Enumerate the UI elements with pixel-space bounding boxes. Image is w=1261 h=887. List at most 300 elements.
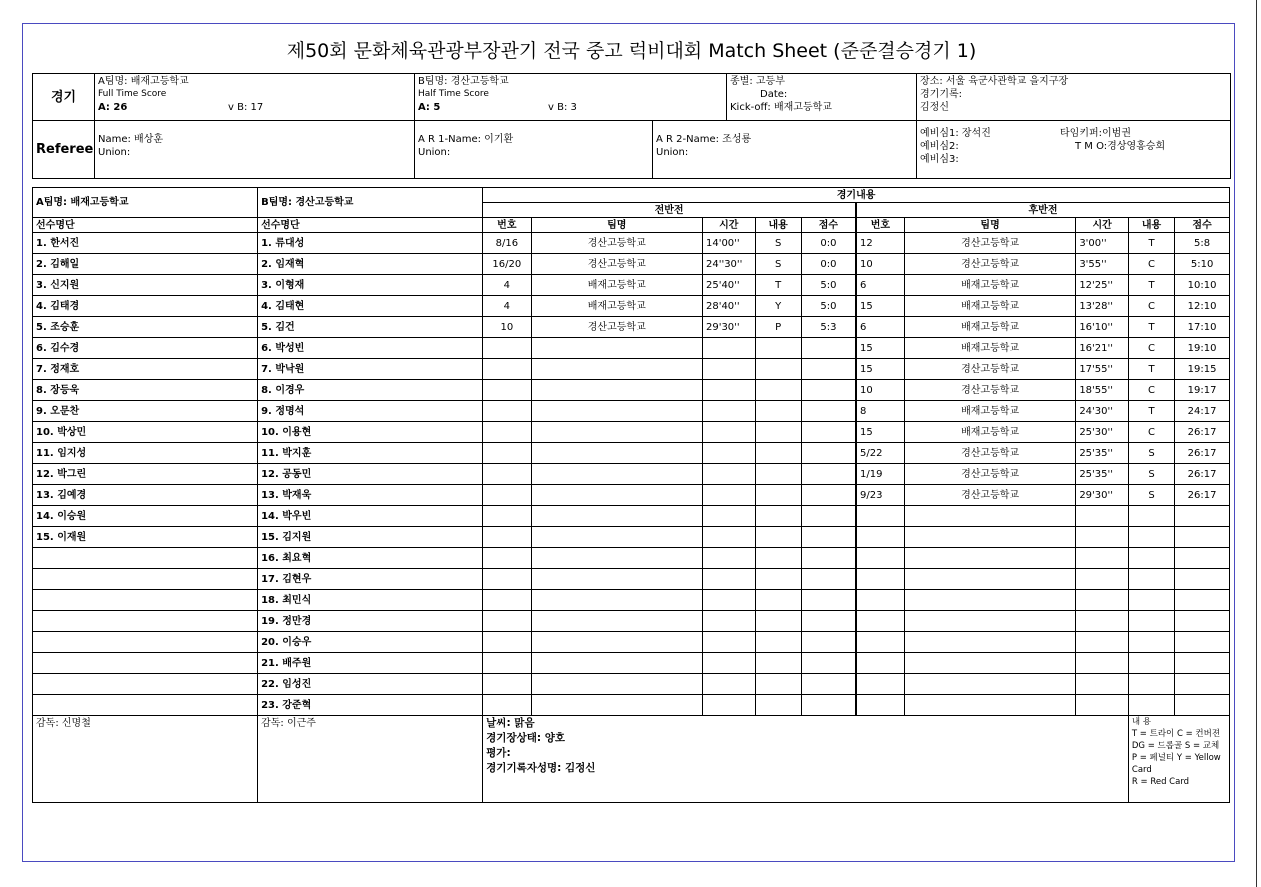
first-half-score (801, 632, 856, 653)
first-half-score (801, 674, 856, 695)
second-half-score: 17:10 (1175, 317, 1230, 338)
first-half-time: 25'40'' (702, 275, 755, 296)
first-half-team: 경산고등학교 (531, 233, 702, 254)
second-half-time: 16'21'' (1076, 338, 1129, 359)
first-half-time (702, 485, 755, 506)
second-half-content: T (1128, 359, 1174, 380)
first-half-content (755, 548, 801, 569)
first-half-number (483, 590, 531, 611)
first-half-number: 10 (483, 317, 531, 338)
first-half-time (702, 506, 755, 527)
first-half-time (702, 632, 755, 653)
evaluation: 평가: (486, 747, 511, 759)
player-a: 15. 이재원 (33, 527, 258, 548)
coach-a: 감독: 신명철 (33, 716, 258, 803)
col-team-2: 팀명 (904, 218, 1075, 233)
second-half-content (1128, 590, 1174, 611)
first-half-content: S (755, 233, 801, 254)
full-time-score (98, 101, 411, 114)
col-number-2: 번호 (856, 218, 904, 233)
first-half-content (755, 653, 801, 674)
first-half-content (755, 527, 801, 548)
venue: 장소: 서울 육군사관학교 을지구장 (920, 76, 1069, 87)
second-half-number (856, 653, 904, 674)
table-row (33, 674, 1230, 695)
player-b: 19. 정만경 (258, 611, 483, 632)
legend-line-4: R = Red Card (1131, 777, 1190, 787)
col-content-2: 내용 (1128, 218, 1174, 233)
second-half-score (1175, 569, 1230, 590)
first-half-number (483, 401, 531, 422)
first-half-number (483, 464, 531, 485)
player-b: 9. 정명석 (258, 401, 483, 422)
table-row (33, 422, 1230, 443)
venue-cell (917, 74, 1231, 121)
second-half-score (1175, 653, 1230, 674)
first-half-content (755, 485, 801, 506)
first-half-team (531, 695, 702, 716)
player-b: 5. 김건 (258, 317, 483, 338)
player-b: 22. 임성진 (258, 674, 483, 695)
second-half-team: 배재고등학교 (904, 401, 1075, 422)
second-half-number (856, 632, 904, 653)
first-half-score (801, 695, 856, 716)
first-half-number (483, 338, 531, 359)
first-half-score (801, 653, 856, 674)
second-half-time (1076, 653, 1129, 674)
second-half-score (1175, 590, 1230, 611)
second-half-content: C (1128, 422, 1174, 443)
player-a: 5. 조승훈 (33, 317, 258, 338)
date-label: Date: (760, 89, 788, 100)
first-half-team (531, 464, 702, 485)
second-half-team: 배재고등학교 (904, 422, 1075, 443)
second-half-time (1076, 590, 1129, 611)
first-half-number (483, 548, 531, 569)
second-half-number (856, 506, 904, 527)
second-half-number (856, 674, 904, 695)
second-half-team: 배재고등학교 (904, 275, 1075, 296)
second-half-score: 24:17 (1175, 401, 1230, 422)
second-half-team (904, 611, 1075, 632)
second-half-team: 배재고등학교 (904, 317, 1075, 338)
second-half-score: 26:17 (1175, 464, 1230, 485)
ar2-union: Union: (656, 147, 689, 158)
first-half-score (801, 380, 856, 401)
legend-cell (1128, 716, 1229, 803)
col-team-1: 팀명 (531, 218, 702, 233)
second-half-team (904, 527, 1075, 548)
first-half-label: 전반전 (483, 203, 856, 218)
second-half-number: 5/22 (856, 443, 904, 464)
second-half-time: 18'55'' (1076, 380, 1129, 401)
second-half-number: 15 (856, 338, 904, 359)
first-half-score (801, 569, 856, 590)
second-half-content (1128, 695, 1174, 716)
player-b: 6. 박성빈 (258, 338, 483, 359)
first-half-score: 5:0 (801, 296, 856, 317)
second-half-time: 25'30'' (1076, 422, 1129, 443)
table-row (33, 653, 1230, 674)
player-b: 7. 박낙원 (258, 359, 483, 380)
second-half-score: 19:17 (1175, 380, 1230, 401)
first-half-team: 배재고등학교 (531, 275, 702, 296)
window-edge (1256, 0, 1257, 887)
reserve-cell (917, 121, 1231, 179)
second-half-time (1076, 548, 1129, 569)
second-half-score (1175, 506, 1230, 527)
ar2-cell (653, 121, 917, 179)
team-a-name: A팀명: 배재고등학교 (98, 76, 189, 87)
player-a: 2. 김해일 (33, 254, 258, 275)
table-row (33, 338, 1230, 359)
first-half-score: 0:0 (801, 254, 856, 275)
second-half-content: C (1128, 380, 1174, 401)
second-half-content: T (1128, 275, 1174, 296)
second-half-time: 3'00'' (1076, 233, 1129, 254)
player-a (33, 548, 258, 569)
second-half-score: 10:10 (1175, 275, 1230, 296)
player-a (33, 632, 258, 653)
first-half-time (702, 611, 755, 632)
reserve2: 예비심2: (920, 141, 959, 152)
first-half-content (755, 632, 801, 653)
second-half-number: 15 (856, 296, 904, 317)
second-half-content: T (1128, 317, 1174, 338)
first-half-score (801, 590, 856, 611)
half-time-a: A: 5 (418, 102, 441, 113)
first-half-time (702, 380, 755, 401)
player-b: 8. 이경우 (258, 380, 483, 401)
first-half-number (483, 611, 531, 632)
first-half-time (702, 443, 755, 464)
first-half-time (702, 674, 755, 695)
table-row (33, 401, 1230, 422)
first-half-time (702, 359, 755, 380)
player-b: 15. 김지원 (258, 527, 483, 548)
second-half-score (1175, 674, 1230, 695)
team-b-score-cell (415, 74, 727, 121)
first-half-content (755, 464, 801, 485)
category-cell (727, 74, 917, 121)
first-half-content (755, 695, 801, 716)
referee-union: Union: (98, 147, 131, 158)
ar1-name: A R 1-Name: 이기환 (418, 134, 514, 145)
col-content-1: 내용 (755, 218, 801, 233)
first-half-time (702, 569, 755, 590)
second-half-time: 25'35'' (1076, 464, 1129, 485)
second-half-team: 배재고등학교 (904, 338, 1075, 359)
player-a (33, 611, 258, 632)
referee-label: Referee (33, 121, 95, 179)
first-half-content (755, 611, 801, 632)
second-half-score: 12:10 (1175, 296, 1230, 317)
first-half-team (531, 527, 702, 548)
second-half-number (856, 695, 904, 716)
second-half-number: 8 (856, 401, 904, 422)
second-half-content: S (1128, 443, 1174, 464)
second-half-score: 5:10 (1175, 254, 1230, 275)
first-half-score (801, 485, 856, 506)
first-half-team (531, 380, 702, 401)
col-score-1: 점수 (801, 218, 856, 233)
player-a (33, 653, 258, 674)
recorder-sign: 경기기록자성명: 김정신 (486, 762, 596, 774)
second-half-score: 26:17 (1175, 443, 1230, 464)
table-row (33, 443, 1230, 464)
table-row (33, 548, 1230, 569)
first-half-team (531, 590, 702, 611)
second-half-content (1128, 527, 1174, 548)
roster-label-a: 선수명단 (33, 218, 258, 233)
table-row (33, 485, 1230, 506)
reserve-row-2 (920, 140, 1227, 153)
first-half-score (801, 401, 856, 422)
first-half-team (531, 569, 702, 590)
second-half-number (856, 548, 904, 569)
table-row (33, 632, 1230, 653)
player-a (33, 590, 258, 611)
second-half-time (1076, 695, 1129, 716)
player-b: 21. 배주원 (258, 653, 483, 674)
first-half-score (801, 359, 856, 380)
first-half-number: 4 (483, 296, 531, 317)
full-time-a: A: 26 (98, 102, 128, 113)
first-half-number (483, 674, 531, 695)
legend-line-3: P = 페널티 Y = Yellow Card (1131, 753, 1221, 775)
second-half-content: C (1128, 254, 1174, 275)
first-half-time: 29'30'' (702, 317, 755, 338)
first-half-team (531, 422, 702, 443)
half-time-score (418, 101, 723, 114)
col-time-1: 시간 (702, 218, 755, 233)
second-half-number: 10 (856, 254, 904, 275)
team-a-header: A팀명: 배재고등학교 (33, 188, 258, 218)
second-half-content: C (1128, 296, 1174, 317)
second-half-content (1128, 569, 1174, 590)
first-half-team (531, 632, 702, 653)
first-half-time (702, 653, 755, 674)
reserve-row-1 (920, 127, 1227, 140)
second-half-score: 26:17 (1175, 422, 1230, 443)
first-half-content (755, 338, 801, 359)
kickoff: Kick-off: 배재고등학교 (730, 102, 832, 113)
first-half-score (801, 506, 856, 527)
first-half-score (801, 422, 856, 443)
first-half-content (755, 422, 801, 443)
second-half-label: 후반전 (856, 203, 1230, 218)
first-half-content (755, 443, 801, 464)
first-half-number: 8/16 (483, 233, 531, 254)
second-half-team: 경산고등학교 (904, 233, 1075, 254)
col-score-2: 점수 (1175, 218, 1230, 233)
second-half-time: 3'55'' (1076, 254, 1129, 275)
player-b: 12. 공동민 (258, 464, 483, 485)
timekeeper: 타임키퍼:이범권 (1060, 128, 1131, 139)
second-half-number: 15 (856, 422, 904, 443)
second-half-team: 경산고등학교 (904, 254, 1075, 275)
player-b: 23. 강준혁 (258, 695, 483, 716)
field-condition: 경기장상태: 양호 (486, 732, 566, 744)
team-a-score-cell (95, 74, 415, 121)
first-half-number (483, 527, 531, 548)
first-half-number (483, 359, 531, 380)
second-half-score (1175, 695, 1230, 716)
second-half-time (1076, 527, 1129, 548)
first-half-content: P (755, 317, 801, 338)
player-a: 8. 장등욱 (33, 380, 258, 401)
first-half-content (755, 506, 801, 527)
first-half-content (755, 590, 801, 611)
second-half-team (904, 674, 1075, 695)
second-half-team (904, 569, 1075, 590)
second-half-team: 경산고등학교 (904, 380, 1075, 401)
second-half-score: 5:8 (1175, 233, 1230, 254)
first-half-time (702, 548, 755, 569)
ar1-union: Union: (418, 147, 451, 158)
second-half-time (1076, 632, 1129, 653)
second-half-score (1175, 548, 1230, 569)
second-half-content: S (1128, 464, 1174, 485)
player-b: 16. 최요혁 (258, 548, 483, 569)
first-half-content (755, 401, 801, 422)
first-half-team (531, 443, 702, 464)
conditions-cell (483, 716, 1129, 803)
player-a: 10. 박상민 (33, 422, 258, 443)
table-row (33, 254, 1230, 275)
player-b: 4. 김태현 (258, 296, 483, 317)
first-half-score (801, 464, 856, 485)
table-row (33, 695, 1230, 716)
table-row (33, 380, 1230, 401)
first-half-number (483, 569, 531, 590)
sheet-title: 제50회 문화체육관광부장관기 전국 중고 럭비대회 Match Sheet (준준결승경기 1) (286, 40, 977, 62)
second-half-time: 16'10'' (1076, 317, 1129, 338)
ar1-cell (415, 121, 653, 179)
table-row (33, 359, 1230, 380)
weather: 날씨: 맑음 (486, 717, 535, 729)
match-info-table (32, 73, 1231, 179)
first-half-team (531, 485, 702, 506)
first-half-team (531, 653, 702, 674)
second-half-content (1128, 653, 1174, 674)
second-half-score: 19:15 (1175, 359, 1230, 380)
second-half-content: T (1128, 401, 1174, 422)
first-half-number (483, 422, 531, 443)
table-row (33, 506, 1230, 527)
second-half-team: 경산고등학교 (904, 464, 1075, 485)
recorder-name: 김정신 (920, 102, 949, 113)
half-time-b: v B: 3 (548, 102, 577, 113)
second-half-content: S (1128, 485, 1174, 506)
first-half-team: 경산고등학교 (531, 254, 702, 275)
first-half-time: 14'00'' (702, 233, 755, 254)
second-half-number: 6 (856, 275, 904, 296)
team-b-header: B팀명: 경산고등학교 (258, 188, 483, 218)
coach-b: 감독: 이근주 (258, 716, 483, 803)
first-half-score (801, 443, 856, 464)
second-half-team: 경산고등학교 (904, 485, 1075, 506)
second-half-number: 10 (856, 380, 904, 401)
first-half-content: S (755, 254, 801, 275)
second-half-team (904, 506, 1075, 527)
first-half-time (702, 527, 755, 548)
match-record-table (32, 187, 1230, 803)
legend-title: 내 용 (1131, 717, 1152, 727)
player-b: 14. 박우빈 (258, 506, 483, 527)
first-half-score: 5:0 (801, 275, 856, 296)
first-half-score: 5:3 (801, 317, 856, 338)
second-half-number: 15 (856, 359, 904, 380)
first-half-time: 28'40'' (702, 296, 755, 317)
second-half-number (856, 527, 904, 548)
second-half-content (1128, 548, 1174, 569)
half-time-label: Half Time Score (418, 89, 489, 99)
second-half-content (1128, 611, 1174, 632)
second-half-time: 13'28'' (1076, 296, 1129, 317)
table-row (33, 275, 1230, 296)
player-a: 13. 김예경 (33, 485, 258, 506)
player-a: 11. 임지성 (33, 443, 258, 464)
first-half-number (483, 632, 531, 653)
second-half-time: 24'30'' (1076, 401, 1129, 422)
team-b-name: B팀명: 경산고등학교 (418, 76, 509, 87)
second-half-score: 26:17 (1175, 485, 1230, 506)
first-half-team (531, 611, 702, 632)
first-half-score (801, 338, 856, 359)
second-half-number: 9/23 (856, 485, 904, 506)
first-half-number: 16/20 (483, 254, 531, 275)
table-row (33, 296, 1230, 317)
second-half-time (1076, 611, 1129, 632)
referee-name: Name: 배상훈 (98, 134, 164, 145)
first-half-team (531, 338, 702, 359)
second-half-team (904, 548, 1075, 569)
second-half-score (1175, 632, 1230, 653)
recorder-label: 경기기록: (920, 89, 963, 100)
second-half-content (1128, 506, 1174, 527)
table-row (33, 464, 1230, 485)
second-half-content (1128, 632, 1174, 653)
second-half-score (1175, 527, 1230, 548)
first-half-content (755, 359, 801, 380)
first-half-time (702, 401, 755, 422)
first-half-content (755, 380, 801, 401)
first-half-number (483, 485, 531, 506)
first-half-time (702, 338, 755, 359)
second-half-time: 29'30'' (1076, 485, 1129, 506)
first-half-number (483, 443, 531, 464)
player-a: 7. 정재호 (33, 359, 258, 380)
full-time-b: v B: 17 (228, 102, 264, 113)
table-row (33, 590, 1230, 611)
second-half-content: T (1128, 233, 1174, 254)
second-half-number (856, 611, 904, 632)
first-half-team (531, 674, 702, 695)
player-b: 1. 류대성 (258, 233, 483, 254)
player-b: 11. 박지훈 (258, 443, 483, 464)
player-a (33, 695, 258, 716)
first-half-number: 4 (483, 275, 531, 296)
player-b: 20. 이승우 (258, 632, 483, 653)
roster-label-b: 선수명단 (258, 218, 483, 233)
category: 종별: 고등부 (730, 76, 785, 87)
second-half-team: 경산고등학교 (904, 359, 1075, 380)
table-row (33, 569, 1230, 590)
legend-line-2: DG = 드롭골 S = 교체 (1131, 741, 1220, 751)
reserve1: 예비심1: 장석진 (920, 128, 991, 139)
second-half-content (1128, 674, 1174, 695)
